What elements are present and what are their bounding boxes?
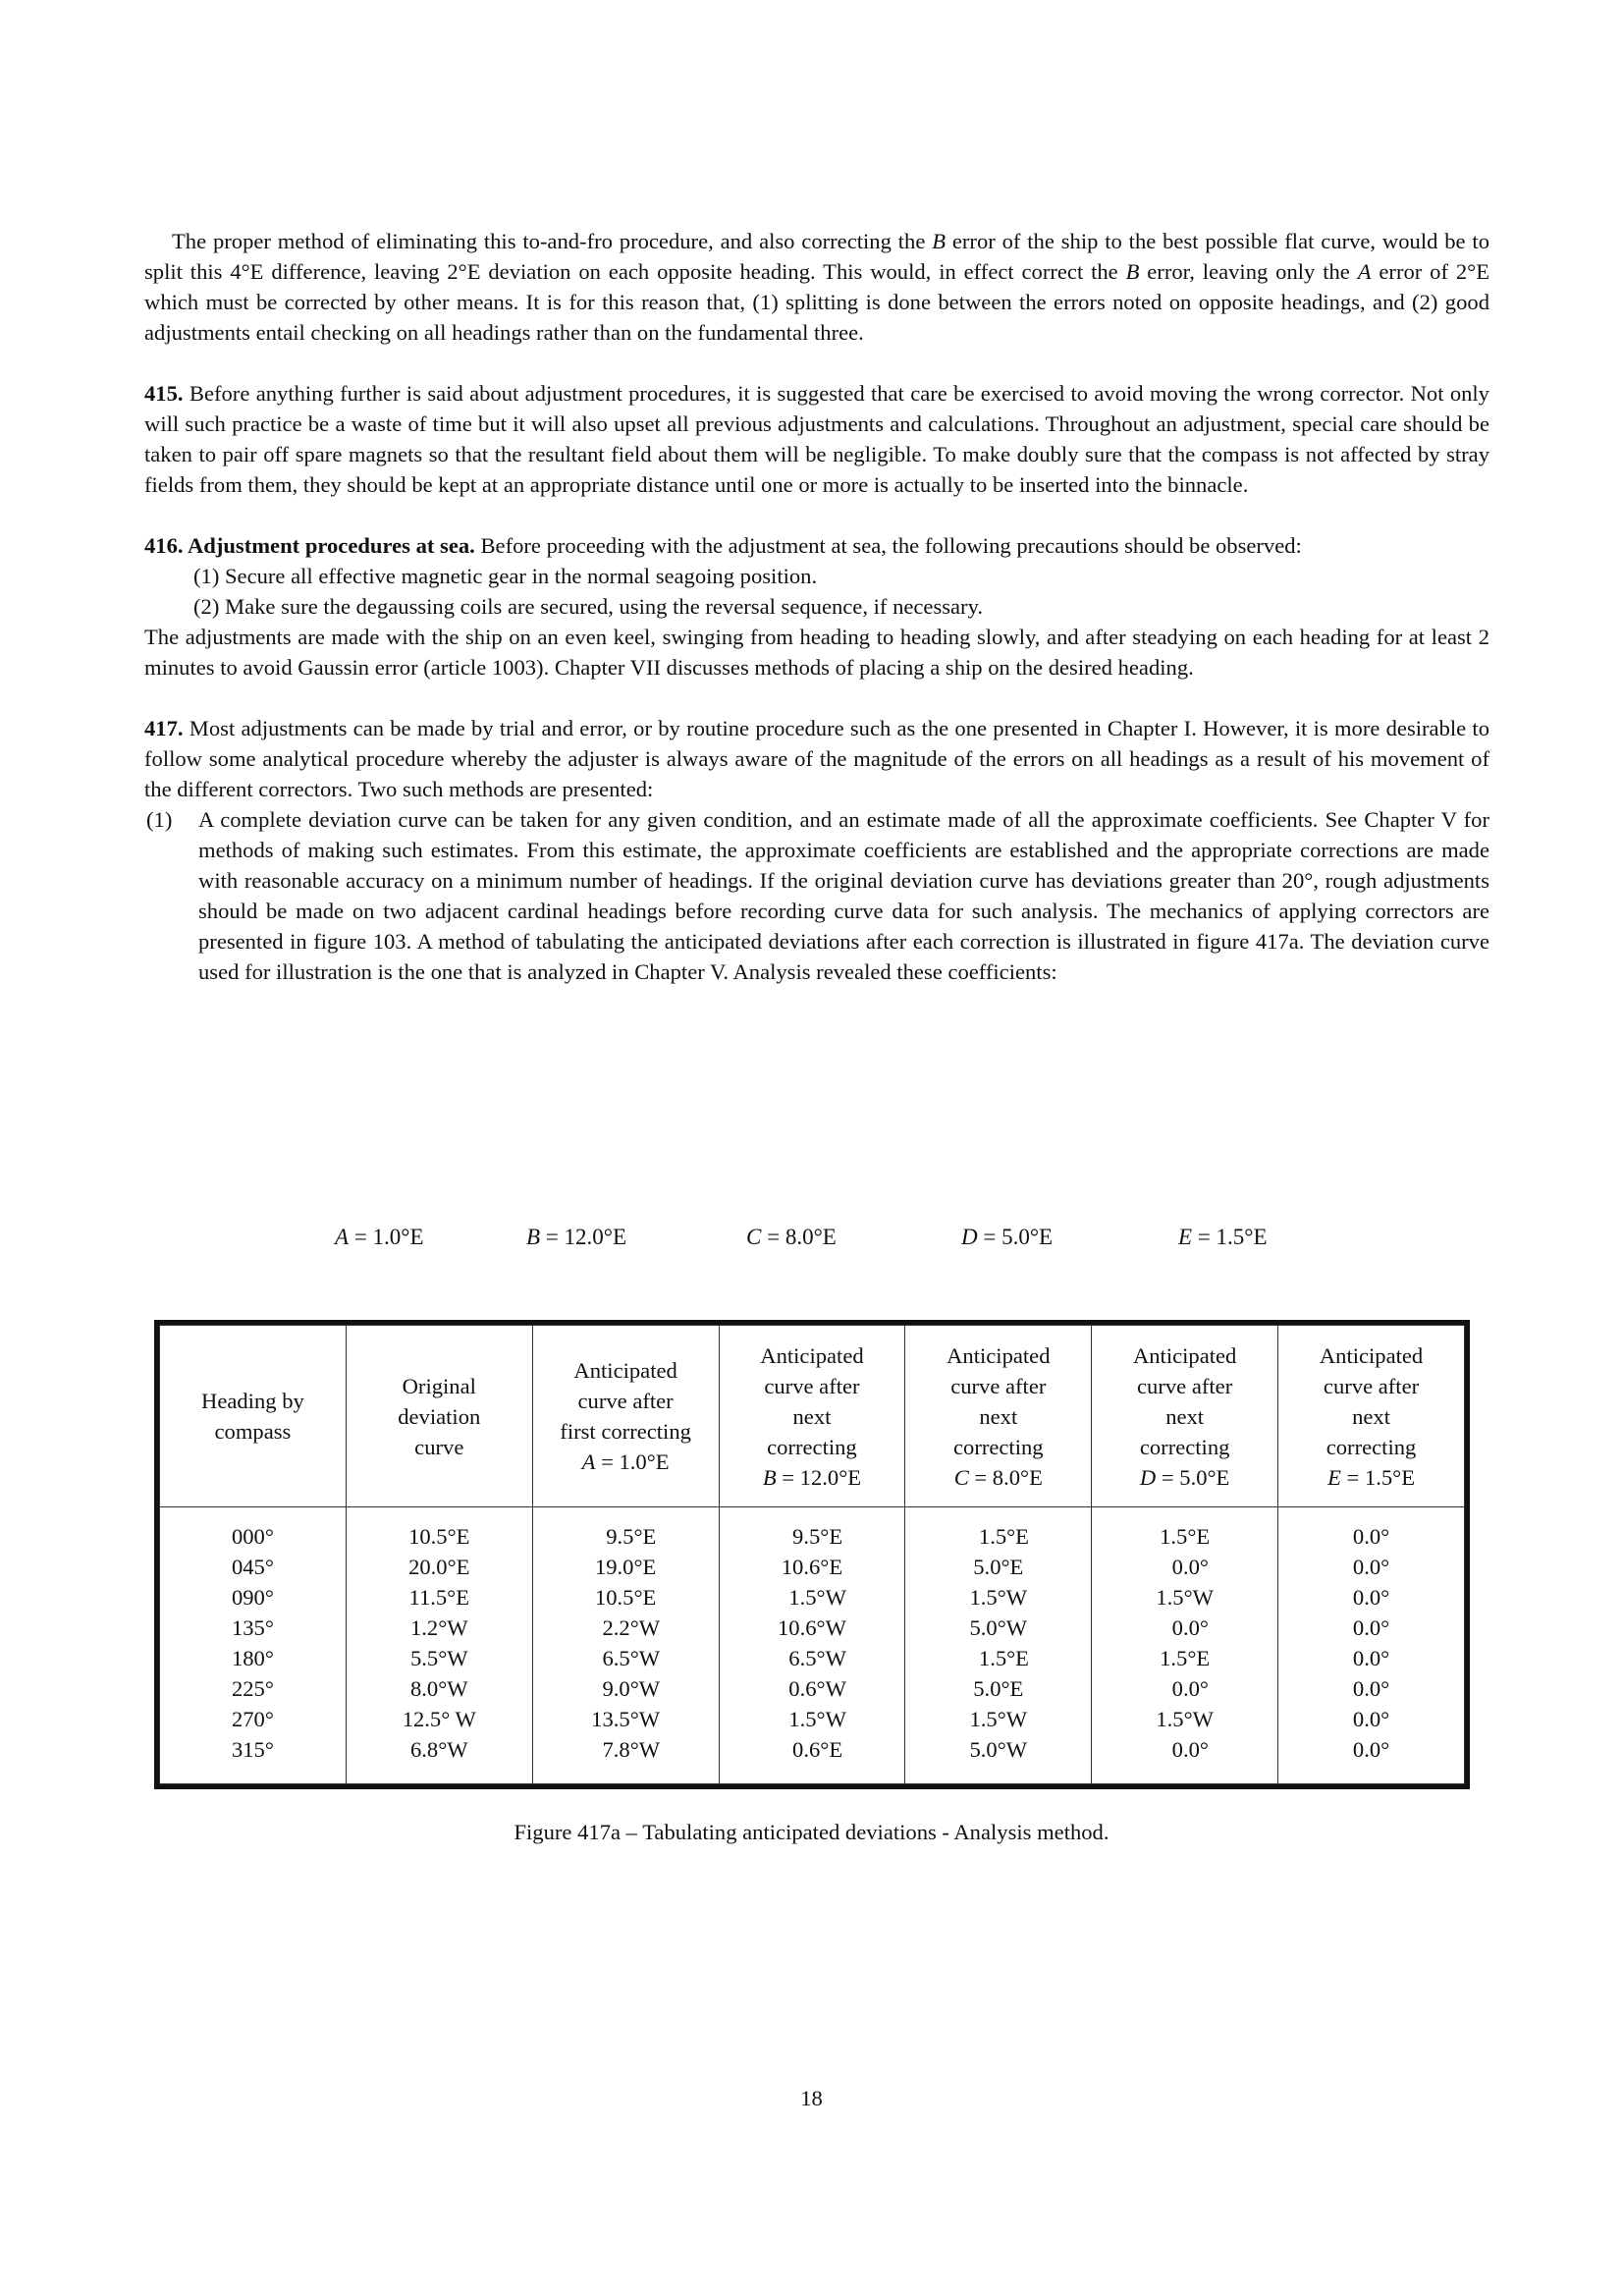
table-cell: 5.5°W — [409, 1646, 468, 1670]
table-cell: 19.0°E — [594, 1555, 657, 1579]
table-cell: 135° — [231, 1615, 274, 1640]
table-cell: 090° — [231, 1585, 274, 1610]
table-cell: 1.5°W — [778, 1707, 846, 1731]
coefficient-b: B = 12.0°E — [526, 1225, 627, 1249]
table-column-cells — [719, 1507, 905, 1784]
table-cell: 1.5°W — [969, 1585, 1028, 1610]
table-column-cells — [905, 1507, 1092, 1784]
table-cell: 1.5°E — [1160, 1524, 1211, 1549]
table-cell: 6.8°W — [409, 1737, 468, 1762]
table-cell: 1.5°E — [1160, 1646, 1211, 1670]
paragraph-417 — [144, 713, 1489, 987]
page-body — [144, 226, 1489, 987]
table-cell: 0.0° — [1161, 1615, 1209, 1640]
paragraph-text: Before anything further is said about adjustment procedures, it is suggested that care be exercised to avoid moving the wrong corrector. Not only will such practice be a waste of time but it will also upset all previous adjustments and calculations. Throughout an adjustment, special care should be taken to pair off spare magnets so that the resultant field about them will be negligible. To make doubly sure that the compass is not affected by stray fields from them, they should be kept at an appropriate distance until one or more is actually to be inserted into the binnacle. — [144, 381, 1489, 497]
table-cell: 315° — [231, 1737, 274, 1762]
table-cell: 9.0°W — [591, 1676, 661, 1701]
table-column-cells — [1278, 1507, 1465, 1784]
table-cell: 0.0° — [1352, 1585, 1390, 1610]
table-cell: 045° — [231, 1555, 274, 1579]
table-cell: 0.6°E — [781, 1737, 843, 1762]
table-cell: 5.0°W — [969, 1615, 1028, 1640]
table-cell: 1.5°E — [967, 1646, 1029, 1670]
table-cell: 5.0°E — [973, 1555, 1024, 1579]
table-cell: 180° — [231, 1646, 274, 1670]
column-header: Anticipated curve after next correcting B = 12.0°E — [719, 1326, 905, 1507]
table-cell: 11.5°E — [408, 1585, 470, 1610]
list-item-number: (1) — [146, 807, 173, 832]
list-item: (1) Secure all effective magnetic gear in the normal seagoing position. — [193, 564, 818, 588]
paragraph-text: The adjustments are made with the ship on an even keel, swinging from heading to heading slowly, and after steadying on each heading for at least 2 minutes to avoid Gaussin error (article 1003). Chapter VII discusses methods of placing a ship on the desired heading. — [144, 625, 1489, 680]
table-cell: 10.5°E — [408, 1524, 470, 1549]
table-cell: 0.0° — [1352, 1737, 1390, 1762]
table-cell: 0.0° — [1352, 1676, 1390, 1701]
list-item-text: A complete deviation curve can be taken for any given condition, and an estimate made of all the approximate coefficients. See Chapter V for methods of making such estimates. From this estimate, the approximate coefficients are established and the appropriate corrections are made with reasonable accuracy on a minimum number of headings. If the original deviation curve has deviations greater than 20°, rough adjustments should be made on two adjacent cardinal headings before recording curve data for such analysis. The mechanics of applying correctors are presented in figure 103. A method of tabulating the anticipated deviations after each correction is illustrated in figure 417a. The deviation curve used for illustration is the one that is analyzed in Chapter V. Analysis revealed these coefficients: — [198, 807, 1489, 984]
table-cell: 10.6°E — [781, 1555, 843, 1579]
coefficient-d: D = 5.0°E — [961, 1225, 1054, 1249]
paragraph-text: The proper method of eliminating this to-and-fro procedure, and also correcting the B error of the ship to the best possible flat curve, would be to split this 4°E difference, leaving 2°E deviation on each opposite heading. This would, in effect correct the B error, leaving only the A error of 2°E which must be corrected by other means. It is for this reason that, (1) splitting is done between the errors noted on opposite headings, and (2) good adjustments entail checking on all headings rather than on the fundamental three. — [144, 229, 1489, 345]
table-cell: 0.0° — [1352, 1707, 1390, 1731]
coefficient-c: C = 8.0°E — [746, 1225, 837, 1249]
table-cell: 6.5°W — [591, 1646, 661, 1670]
table-cell: 10.6°W — [778, 1615, 846, 1640]
table-cell: 1.5°W — [1156, 1707, 1214, 1731]
article-number: 417. — [144, 716, 184, 740]
table-cell: 1.5°W — [1156, 1585, 1214, 1610]
column-header: Heading by compass — [160, 1326, 347, 1507]
page-number: 18 — [800, 2086, 823, 2110]
table-cell: 10.5°E — [594, 1585, 657, 1610]
paragraph-416 — [144, 530, 1489, 683]
paragraph-text: Most adjustments can be made by trial and error, or by routine procedure such as the one presented in Chapter I. However, it is more desirable to follow some analytical procedure whereby the adjuster is always aware of the magnitude of the errors on all headings as a result of his movement of the different correctors. Two such methods are presented: — [144, 716, 1489, 801]
table-cell: 0.0° — [1352, 1615, 1390, 1640]
table-cell: 0.0° — [1161, 1676, 1209, 1701]
table-cell: 9.5°E — [781, 1524, 843, 1549]
coefficient-e: E = 1.5°E — [1178, 1225, 1268, 1249]
table-cell: 1.5°E — [967, 1524, 1029, 1549]
deviation-table — [154, 1320, 1470, 1789]
table-cell: 7.8°W — [591, 1737, 661, 1762]
article-heading: 416. Adjustment procedures at sea. — [144, 533, 475, 558]
coefficient-a: A = 1.0°E — [335, 1225, 424, 1249]
table-column-cells — [160, 1507, 347, 1784]
table-cell: 225° — [231, 1676, 274, 1701]
table-cell: 1.5°W — [778, 1585, 846, 1610]
table-cell: 12.5° W — [402, 1707, 476, 1731]
table-cell: 270° — [231, 1707, 274, 1731]
table-cell: 0.0° — [1161, 1737, 1209, 1762]
column-header: Original deviation curve — [346, 1326, 532, 1507]
table-column-cells — [532, 1507, 719, 1784]
list-item — [144, 804, 1489, 987]
table-cell: 6.5°W — [778, 1646, 846, 1670]
table-cell: 8.0°W — [409, 1676, 468, 1701]
column-header: Anticipated curve after next correcting C = 8.0°E — [905, 1326, 1092, 1507]
table-cell: 0.6°W — [778, 1676, 846, 1701]
paragraph-text: Before proceeding with the adjustment at sea, the following precautions should be observed: — [480, 533, 1302, 558]
table-body-row — [160, 1507, 1465, 1784]
table-cell: 5.0°W — [969, 1737, 1028, 1762]
table-cell: 2.2°W — [591, 1615, 661, 1640]
table-cell: 1.2°W — [409, 1615, 468, 1640]
paragraph-split-error — [144, 226, 1489, 348]
list-item: (2) Make sure the degaussing coils are secured, using the reversal sequence, if necessary. — [193, 594, 984, 619]
table-cell: 20.0°E — [408, 1555, 470, 1579]
table-header-row — [160, 1326, 1465, 1507]
paragraph-415 — [144, 378, 1489, 500]
table-cell: 000° — [231, 1524, 274, 1549]
column-header: Anticipated curve after next correcting D = 5.0°E — [1092, 1326, 1278, 1507]
table-cell: 9.5°E — [594, 1524, 657, 1549]
column-header: Anticipated curve after first correcting A = 1.0°E — [532, 1326, 719, 1507]
figure-caption: Figure 417a – Tabulating anticipated deviations - Analysis method. — [514, 1820, 1109, 1844]
article-number: 415. — [144, 381, 184, 406]
column-header: Anticipated curve after next correcting E = 1.5°E — [1278, 1326, 1465, 1507]
table-cell: 0.0° — [1352, 1646, 1390, 1670]
table-column-cells — [346, 1507, 532, 1784]
table-cell: 1.5°W — [969, 1707, 1028, 1731]
table-cell: 0.0° — [1161, 1555, 1209, 1579]
table-cell: 5.0°E — [973, 1676, 1024, 1701]
table-cell: 0.0° — [1352, 1555, 1390, 1579]
table-cell: 0.0° — [1352, 1524, 1390, 1549]
table-column-cells — [1092, 1507, 1278, 1784]
table-cell: 13.5°W — [591, 1707, 661, 1731]
